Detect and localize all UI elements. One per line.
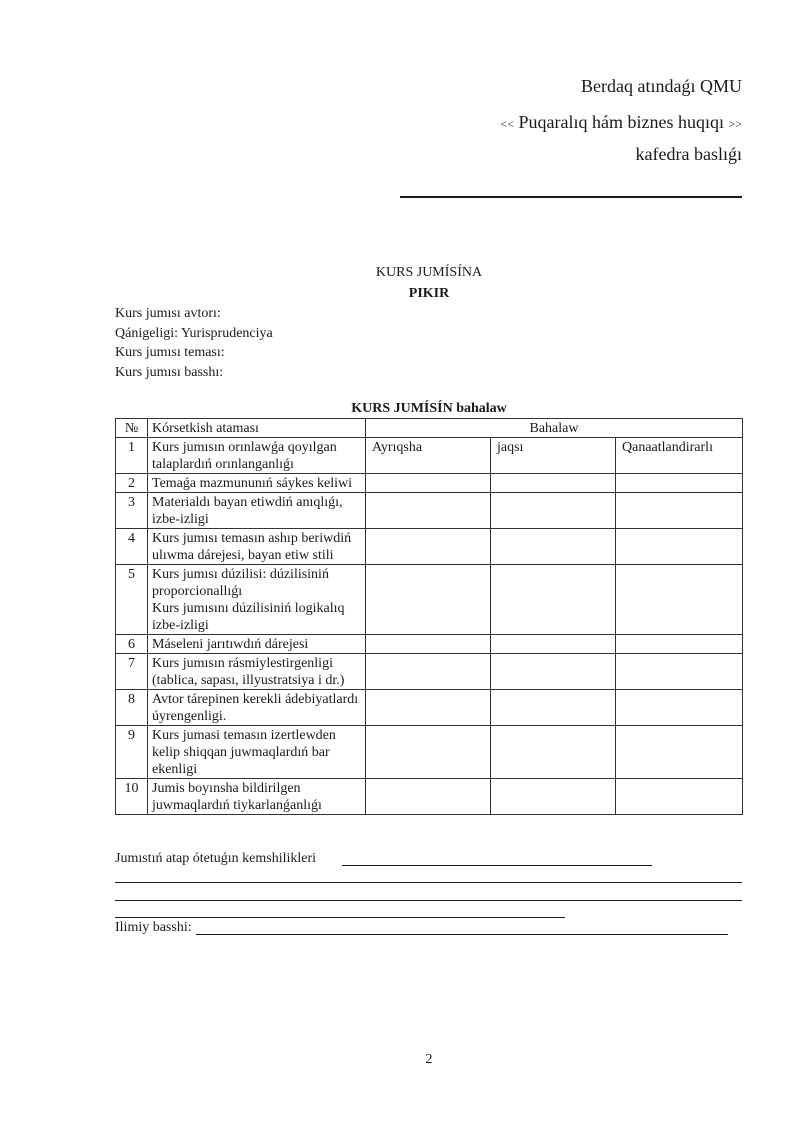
row-indicator: Kurs jumısın rásmiylestirgenligi (tablica, sapası, illyustratsiya i dr.) [148, 654, 366, 690]
grade-cell[interactable] [366, 779, 491, 815]
grade-cell[interactable] [366, 493, 491, 529]
row-indicator: Jumis boyınsha bildirilgen juwmaqlardıń tiykarlanǵanlıǵı [148, 779, 366, 815]
grade-cell[interactable] [616, 474, 743, 493]
header-num: № [116, 419, 148, 438]
table-row [116, 438, 743, 474]
table-row [116, 726, 743, 779]
supervisor-sign-label: Ilimiy basshi: [115, 920, 192, 935]
row-indicator: Kurs jumasi temasın izertlewden kelip shiqqan juwmaqlardıń bar ekenligi [148, 726, 366, 779]
grade-cell[interactable] [366, 474, 491, 493]
document-title: KURS JUMÍSÍNA [375, 265, 483, 280]
table-header-row [116, 419, 743, 438]
department-title: Puqaralıq hám biznes huqıqı [513, 112, 729, 132]
grade-cell[interactable] [616, 654, 743, 690]
grade-cell[interactable] [616, 493, 743, 529]
grade-cell[interactable] [491, 726, 616, 779]
row-indicator: Máseleni jarıtıwdıń dárejesi [148, 635, 366, 654]
supervisor-label: Kurs jumısı basshı: [115, 364, 224, 380]
grade-cell[interactable] [366, 654, 491, 690]
row-num: 10 [116, 779, 148, 815]
grade-cell[interactable] [616, 690, 743, 726]
position-title: kafedra baslıǵı [635, 144, 742, 164]
row-indicator: Kurs jumısın orınlawǵa qoyılgan talaplardıń orınlanganlıǵı [148, 438, 366, 474]
table-row [116, 474, 743, 493]
shortcomings-label: Jumıstıń atap ótetuǵın kemshilikleri [115, 851, 317, 866]
grade-cell[interactable] [491, 690, 616, 726]
topic-label: Kurs jumısı teması: [115, 345, 225, 360]
signature-line [400, 196, 742, 198]
grade-cell[interactable] [491, 779, 616, 815]
shortcomings-line[interactable] [115, 900, 742, 901]
table-row [116, 565, 743, 635]
shortcomings-line[interactable] [115, 917, 565, 918]
grade-cell[interactable] [491, 493, 616, 529]
row-num: 1 [116, 438, 148, 474]
row-indicator: Temaǵa mazmununıń sáykes keliwi [148, 474, 366, 493]
row-num: 3 [116, 493, 148, 529]
row-num: 8 [116, 690, 148, 726]
shortcomings-line[interactable] [342, 865, 652, 866]
grade-cell[interactable] [491, 654, 616, 690]
row-num: 9 [116, 726, 148, 779]
row-indicator: Materialdı bayan etiwdiń anıqlıǵı, izbe-izligi [148, 493, 366, 529]
table-row [116, 635, 743, 654]
author-label: Kurs jumısı avtorı: [115, 306, 221, 321]
shortcomings-line[interactable] [115, 882, 742, 883]
grade-cell[interactable] [616, 635, 743, 654]
meta-block [115, 304, 273, 382]
university-name: Berdaq atındaǵı QMU [581, 76, 742, 96]
header-grade: Bahalaw [366, 419, 743, 438]
grade-satisfactory: Qanaatlandirarlı [616, 438, 743, 474]
grade-cell[interactable] [491, 529, 616, 565]
table-row [116, 493, 743, 529]
grade-cell[interactable] [366, 529, 491, 565]
grade-cell[interactable] [366, 690, 491, 726]
document-subtitle: PIKIR [408, 286, 450, 301]
department-name [500, 112, 742, 133]
evaluation-table [115, 418, 743, 815]
row-indicator: Kurs jumısı temasın ashıp beriwdiń ulıwma dárejesi, bayan etiw stili [148, 529, 366, 565]
row-indicator: Kurs jumısı dúzilisi: dúzilisiniń proporcionallıǵı Kurs jumısını dúzilisiniń logikalıq izbe-izligi [148, 565, 366, 635]
header-indicator: Kórsetkish ataması [148, 419, 366, 438]
grade-cell[interactable] [616, 779, 743, 815]
grade-cell[interactable] [491, 474, 616, 493]
grade-cell[interactable] [491, 565, 616, 635]
specialty-label: Qánigeligi: Yurisprudenciya [115, 325, 273, 341]
row-num: 6 [116, 635, 148, 654]
row-indicator: Avtor tárepinen kerekli ádebiyatlardı úyrengenligi. [148, 690, 366, 726]
row-num: 4 [116, 529, 148, 565]
row-num: 5 [116, 565, 148, 635]
row-num: 7 [116, 654, 148, 690]
grade-cell[interactable] [366, 565, 491, 635]
quote-close: >> [728, 117, 742, 131]
grade-cell[interactable] [366, 635, 491, 654]
grade-cell[interactable] [366, 726, 491, 779]
grade-cell[interactable] [616, 565, 743, 635]
row-num: 2 [116, 474, 148, 493]
quote-open: << [500, 117, 514, 131]
supervisor-sign-line[interactable] [196, 934, 728, 935]
table-caption: KURS JUMÍSÍN bahalaw [351, 401, 507, 416]
table-row [116, 690, 743, 726]
table-row [116, 529, 743, 565]
table-row [116, 654, 743, 690]
page-number: 2 [425, 1052, 433, 1067]
grade-excellent: Ayrıqsha [366, 438, 491, 474]
grade-cell[interactable] [616, 726, 743, 779]
table-row [116, 779, 743, 815]
grade-good: jaqsı [491, 438, 616, 474]
grade-cell[interactable] [616, 529, 743, 565]
grade-cell[interactable] [491, 635, 616, 654]
